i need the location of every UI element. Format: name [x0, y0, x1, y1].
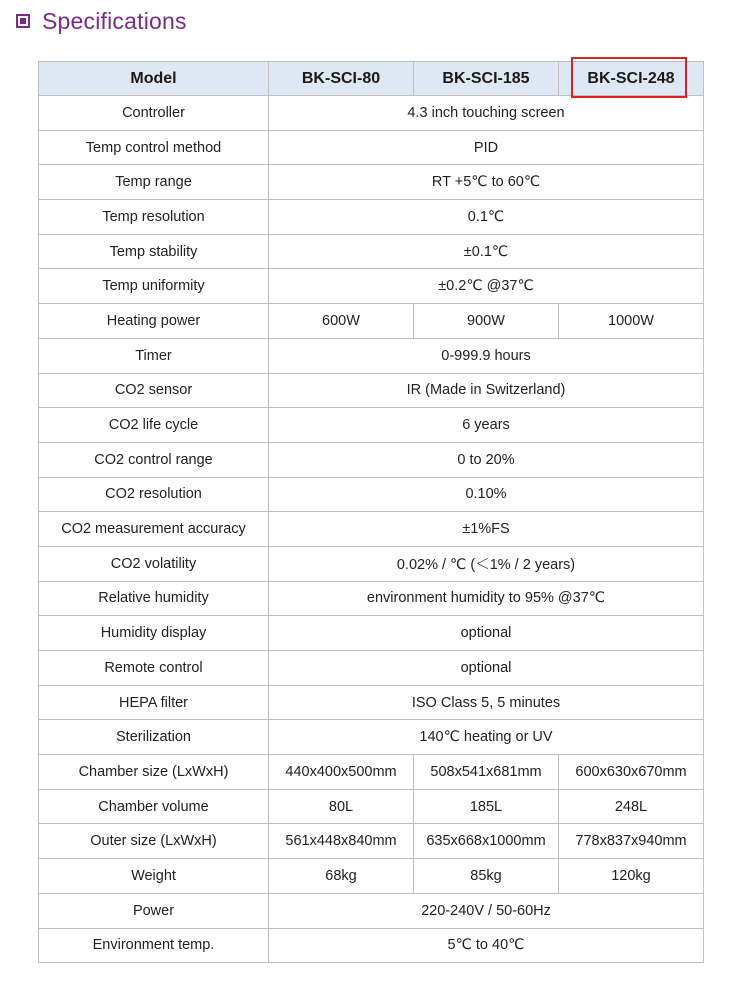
- row-value-shared: 5℃ to 40℃: [269, 928, 704, 963]
- table-row: [39, 442, 704, 477]
- row-label: Power: [39, 893, 269, 928]
- table-header-row: [39, 62, 704, 96]
- table-row: [39, 789, 704, 824]
- row-value-model-2: 900W: [414, 304, 559, 339]
- row-label: CO2 life cycle: [39, 408, 269, 443]
- row-value-shared: 220-240V / 50-60Hz: [269, 893, 704, 928]
- table-row: [39, 581, 704, 616]
- row-value-shared: 0.1℃: [269, 200, 704, 235]
- row-value-shared: IR (Made in Switzerland): [269, 373, 704, 408]
- header-model-2: BK-SCI-185: [414, 62, 559, 96]
- row-value-shared: optional: [269, 651, 704, 686]
- table-row: [39, 200, 704, 235]
- row-value-model-3: 1000W: [559, 304, 704, 339]
- header-model-1: BK-SCI-80: [269, 62, 414, 96]
- row-value-shared: 0 to 20%: [269, 442, 704, 477]
- row-value-model-2: 185L: [414, 789, 559, 824]
- row-value-shared: optional: [269, 616, 704, 651]
- table-row: [39, 165, 704, 200]
- row-value-shared: ±0.1℃: [269, 234, 704, 269]
- table-row: [39, 234, 704, 269]
- row-value-shared: 4.3 inch touching screen: [269, 96, 704, 131]
- row-label: Temp range: [39, 165, 269, 200]
- row-value-shared: 140℃ heating or UV: [269, 720, 704, 755]
- row-value-shared: PID: [269, 130, 704, 165]
- row-label: Temp resolution: [39, 200, 269, 235]
- row-label: Outer size (LxWxH): [39, 824, 269, 859]
- row-value-model-3: 248L: [559, 789, 704, 824]
- row-value-model-1: 561x448x840mm: [269, 824, 414, 859]
- row-value-shared: RT +5℃ to 60℃: [269, 165, 704, 200]
- header-model-label: Model: [39, 62, 269, 96]
- table-row: [39, 928, 704, 963]
- square-bullet-icon: [16, 14, 30, 28]
- row-value-model-2: 508x541x681mm: [414, 755, 559, 790]
- table-row: [39, 685, 704, 720]
- table-row: [39, 616, 704, 651]
- row-value-model-3: 600x630x670mm: [559, 755, 704, 790]
- specifications-table: [38, 61, 704, 963]
- row-value-shared: 0-999.9 hours: [269, 338, 704, 373]
- row-value-model-1: 68kg: [269, 859, 414, 894]
- row-label: Chamber size (LxWxH): [39, 755, 269, 790]
- row-label: Sterilization: [39, 720, 269, 755]
- table-row: [39, 546, 704, 581]
- row-label: Remote control: [39, 651, 269, 686]
- table-body: [39, 96, 704, 963]
- row-value-model-1: 440x400x500mm: [269, 755, 414, 790]
- row-value-shared: 0.02% / ℃ (＜1% / 2 years): [269, 546, 704, 581]
- row-value-shared: ISO Class 5, 5 minutes: [269, 685, 704, 720]
- table-row: [39, 373, 704, 408]
- table-row: [39, 338, 704, 373]
- row-label: Temp control method: [39, 130, 269, 165]
- table-row: [39, 824, 704, 859]
- row-label: Relative humidity: [39, 581, 269, 616]
- row-label: HEPA filter: [39, 685, 269, 720]
- section-title: Specifications: [42, 7, 187, 34]
- row-label: Environment temp.: [39, 928, 269, 963]
- table-row: [39, 512, 704, 547]
- row-label: Chamber volume: [39, 789, 269, 824]
- row-value-shared: 0.10%: [269, 477, 704, 512]
- row-value-shared: 6 years: [269, 408, 704, 443]
- table-row: [39, 408, 704, 443]
- row-value-shared: ±1%FS: [269, 512, 704, 547]
- row-label: CO2 resolution: [39, 477, 269, 512]
- table-row: [39, 304, 704, 339]
- row-label: Temp stability: [39, 234, 269, 269]
- header-model-3: BK-SCI-248: [559, 62, 704, 96]
- row-label: Heating power: [39, 304, 269, 339]
- table-row: [39, 269, 704, 304]
- row-label: Humidity display: [39, 616, 269, 651]
- row-label: CO2 control range: [39, 442, 269, 477]
- row-label: Controller: [39, 96, 269, 131]
- table-row: [39, 755, 704, 790]
- row-label: CO2 sensor: [39, 373, 269, 408]
- row-label: CO2 volatility: [39, 546, 269, 581]
- row-label: CO2 measurement accuracy: [39, 512, 269, 547]
- table-row: [39, 477, 704, 512]
- row-value-model-3: 120kg: [559, 859, 704, 894]
- table-row: [39, 720, 704, 755]
- row-value-shared: ±0.2℃ @37℃: [269, 269, 704, 304]
- row-label: Temp uniformity: [39, 269, 269, 304]
- table-row: [39, 859, 704, 894]
- table-row: [39, 130, 704, 165]
- row-value-shared: environment humidity to 95% @37℃: [269, 581, 704, 616]
- row-value-model-3: 778x837x940mm: [559, 824, 704, 859]
- table-row: [39, 651, 704, 686]
- row-value-model-1: 600W: [269, 304, 414, 339]
- row-value-model-2: 635x668x1000mm: [414, 824, 559, 859]
- table-row: [39, 893, 704, 928]
- table-row: [39, 96, 704, 131]
- row-label: Timer: [39, 338, 269, 373]
- section-heading: [16, 4, 187, 38]
- row-value-model-2: 85kg: [414, 859, 559, 894]
- row-value-model-1: 80L: [269, 789, 414, 824]
- row-label: Weight: [39, 859, 269, 894]
